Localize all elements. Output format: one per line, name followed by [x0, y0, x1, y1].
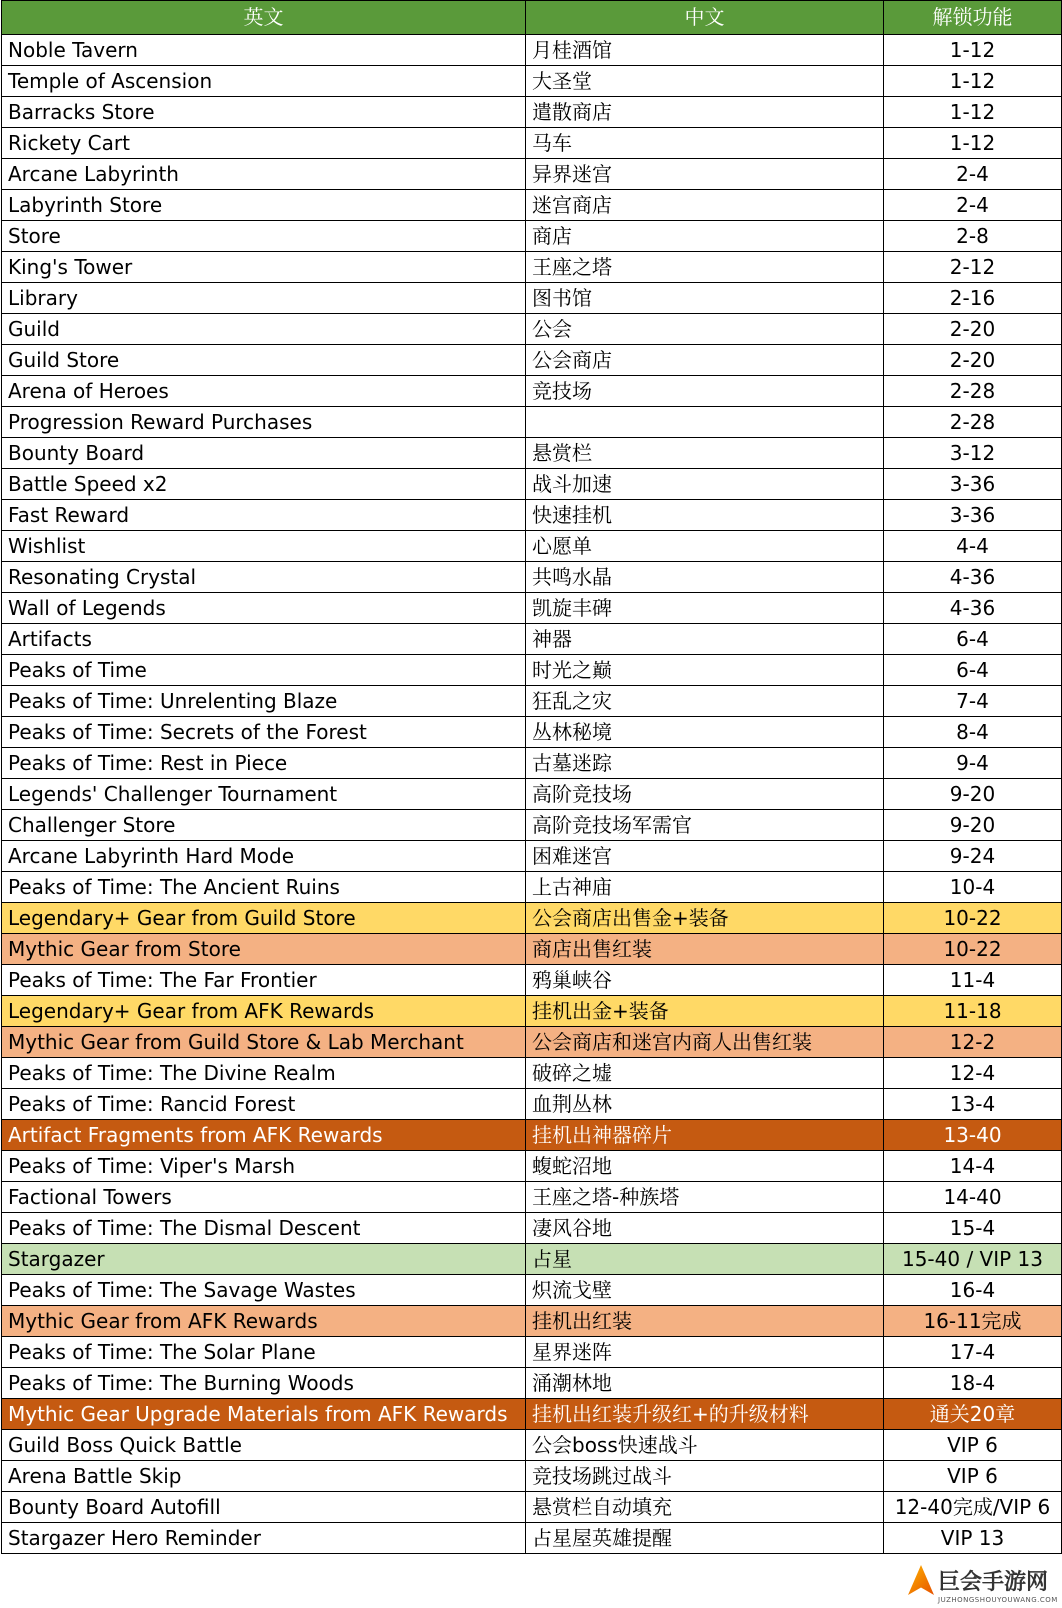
cell-unlock: 10-4 — [884, 872, 1062, 903]
table-row — [2, 624, 1062, 655]
cell-unlock: 9-20 — [884, 810, 1062, 841]
table-row — [2, 1399, 1062, 1430]
cell-english: Peaks of Time: The Divine Realm — [2, 1058, 526, 1089]
cell-unlock: 2-20 — [884, 314, 1062, 345]
cell-chinese: 时光之巅 — [526, 655, 884, 686]
watermark-text: 巨会手游网 — [938, 1569, 1049, 1595]
cell-chinese: 困难迷宫 — [526, 841, 884, 872]
cell-chinese: 竞技场跳过战斗 — [526, 1461, 884, 1492]
cell-chinese: 商店 — [526, 221, 884, 252]
table-row — [2, 1089, 1062, 1120]
cell-chinese: 共鸣水晶 — [526, 562, 884, 593]
cell-english: Rickety Cart — [2, 128, 526, 159]
cell-unlock: 2-12 — [884, 252, 1062, 283]
cell-chinese: 图书馆 — [526, 283, 884, 314]
cell-chinese: 公会boss快速战斗 — [526, 1430, 884, 1461]
table-row — [2, 903, 1062, 934]
table-row — [2, 1306, 1062, 1337]
cell-unlock: 6-4 — [884, 624, 1062, 655]
cell-chinese: 涌潮林地 — [526, 1368, 884, 1399]
cell-chinese: 鸦巢峡谷 — [526, 965, 884, 996]
cell-unlock: 10-22 — [884, 903, 1062, 934]
cell-chinese: 上古神庙 — [526, 872, 884, 903]
table-row — [2, 469, 1062, 500]
cell-chinese: 凯旋丰碑 — [526, 593, 884, 624]
cell-english: Wall of Legends — [2, 593, 526, 624]
cell-unlock: 13-4 — [884, 1089, 1062, 1120]
cell-unlock: 3-36 — [884, 469, 1062, 500]
cell-unlock: VIP 6 — [884, 1430, 1062, 1461]
cell-english: Arena Battle Skip — [2, 1461, 526, 1492]
cell-unlock: 2-8 — [884, 221, 1062, 252]
cell-unlock: 3-36 — [884, 500, 1062, 531]
cell-chinese: 公会商店 — [526, 345, 884, 376]
cell-chinese: 挂机出金+装备 — [526, 996, 884, 1027]
cell-unlock: 7-4 — [884, 686, 1062, 717]
table-row — [2, 159, 1062, 190]
cell-chinese: 挂机出红装 — [526, 1306, 884, 1337]
cell-chinese: 神器 — [526, 624, 884, 655]
cell-english: Fast Reward — [2, 500, 526, 531]
table-row — [2, 965, 1062, 996]
table-row — [2, 221, 1062, 252]
cell-english: Legendary+ Gear from AFK Rewards — [2, 996, 526, 1027]
cell-chinese: 凄风谷地 — [526, 1213, 884, 1244]
cell-chinese: 竞技场 — [526, 376, 884, 407]
cell-chinese: 马车 — [526, 128, 884, 159]
table-row — [2, 35, 1062, 66]
cell-chinese: 蝮蛇沼地 — [526, 1151, 884, 1182]
cell-chinese: 占星屋英雄提醒 — [526, 1523, 884, 1554]
cell-english: Labyrinth Store — [2, 190, 526, 221]
cell-chinese: 公会商店出售金+装备 — [526, 903, 884, 934]
cell-english: Peaks of Time: The Ancient Ruins — [2, 872, 526, 903]
cell-chinese: 快速挂机 — [526, 500, 884, 531]
table-row — [2, 748, 1062, 779]
table-row — [2, 717, 1062, 748]
cell-english: Artifacts — [2, 624, 526, 655]
cell-chinese: 星界迷阵 — [526, 1337, 884, 1368]
cell-unlock: 16-11完成 — [884, 1306, 1062, 1337]
table-row — [2, 1461, 1062, 1492]
cell-chinese: 悬赏栏自动填充 — [526, 1492, 884, 1523]
cell-english: Peaks of Time: The Burning Woods — [2, 1368, 526, 1399]
cell-english: Peaks of Time: The Solar Plane — [2, 1337, 526, 1368]
cell-english: Library — [2, 283, 526, 314]
cell-chinese: 炽流戈壁 — [526, 1275, 884, 1306]
cell-english: Peaks of Time: Secrets of the Forest — [2, 717, 526, 748]
cell-unlock: 17-4 — [884, 1337, 1062, 1368]
cell-unlock: 1-12 — [884, 97, 1062, 128]
cell-chinese: 商店出售红装 — [526, 934, 884, 965]
cell-english: Stargazer Hero Reminder — [2, 1523, 526, 1554]
cell-english: Temple of Ascension — [2, 66, 526, 97]
cell-english: Peaks of Time: The Dismal Descent — [2, 1213, 526, 1244]
cell-chinese: 公会 — [526, 314, 884, 345]
cell-unlock: 12-4 — [884, 1058, 1062, 1089]
cell-english: Peaks of Time: The Savage Wastes — [2, 1275, 526, 1306]
cell-english: Arcane Labyrinth Hard Mode — [2, 841, 526, 872]
table-row — [2, 1368, 1062, 1399]
cell-unlock: 4-36 — [884, 593, 1062, 624]
cell-unlock: 1-12 — [884, 128, 1062, 159]
cell-english: Barracks Store — [2, 97, 526, 128]
cell-chinese: 挂机出神器碎片 — [526, 1120, 884, 1151]
cell-english: Battle Speed x2 — [2, 469, 526, 500]
cell-unlock: 9-4 — [884, 748, 1062, 779]
table-row — [2, 562, 1062, 593]
table-row — [2, 934, 1062, 965]
table-row — [2, 1337, 1062, 1368]
cell-chinese: 悬赏栏 — [526, 438, 884, 469]
cell-chinese: 古墓迷踪 — [526, 748, 884, 779]
table-row — [2, 66, 1062, 97]
cell-chinese: 月桂酒馆 — [526, 35, 884, 66]
cell-unlock: 3-12 — [884, 438, 1062, 469]
cell-english: Guild — [2, 314, 526, 345]
cell-english: Legends' Challenger Tournament — [2, 779, 526, 810]
cell-chinese: 丛林秘境 — [526, 717, 884, 748]
table-row — [2, 1275, 1062, 1306]
cell-unlock: 16-4 — [884, 1275, 1062, 1306]
cell-english: Peaks of Time — [2, 655, 526, 686]
cell-chinese: 狂乱之灾 — [526, 686, 884, 717]
cell-chinese: 占星 — [526, 1244, 884, 1275]
header-unlock: 解锁功能 — [884, 1, 1062, 35]
cell-english: Arcane Labyrinth — [2, 159, 526, 190]
cell-chinese: 战斗加速 — [526, 469, 884, 500]
cell-unlock: VIP 13 — [884, 1523, 1062, 1554]
table-row — [2, 1492, 1062, 1523]
cell-chinese: 挂机出红装升级红+的升级材料 — [526, 1399, 884, 1430]
cell-english: Mythic Gear Upgrade Materials from AFK Rewards — [2, 1399, 526, 1430]
cell-unlock: 11-4 — [884, 965, 1062, 996]
table-row — [2, 779, 1062, 810]
table-row — [2, 500, 1062, 531]
cell-unlock: 8-4 — [884, 717, 1062, 748]
cell-unlock: 2-28 — [884, 376, 1062, 407]
table-row — [2, 996, 1062, 1027]
table-row — [2, 283, 1062, 314]
cell-english: Peaks of Time: The Far Frontier — [2, 965, 526, 996]
table-row — [2, 841, 1062, 872]
cell-english: Challenger Store — [2, 810, 526, 841]
cell-english: Mythic Gear from AFK Rewards — [2, 1306, 526, 1337]
cell-unlock: 1-12 — [884, 66, 1062, 97]
table-row — [2, 1213, 1062, 1244]
cell-chinese: 高阶竞技场军需官 — [526, 810, 884, 841]
cell-chinese: 破碎之墟 — [526, 1058, 884, 1089]
cell-english: Mythic Gear from Store — [2, 934, 526, 965]
cell-unlock: 14-4 — [884, 1151, 1062, 1182]
cell-english: Peaks of Time: Rancid Forest — [2, 1089, 526, 1120]
cell-english: Guild Boss Quick Battle — [2, 1430, 526, 1461]
cell-chinese: 王座之塔 — [526, 252, 884, 283]
cell-chinese: 公会商店和迷宫内商人出售红装 — [526, 1027, 884, 1058]
table-row — [2, 810, 1062, 841]
watermark-subtext: JUZHONGSHOUYOUWANG.COM — [938, 1596, 1058, 1604]
cell-unlock: 2-4 — [884, 190, 1062, 221]
cell-english: Peaks of Time: Unrelenting Blaze — [2, 686, 526, 717]
table-row — [2, 1244, 1062, 1275]
table-row — [2, 376, 1062, 407]
cell-english: Factional Towers — [2, 1182, 526, 1213]
table-row — [2, 655, 1062, 686]
cell-chinese: 迷宫商店 — [526, 190, 884, 221]
table-row — [2, 1120, 1062, 1151]
cell-english: Bounty Board — [2, 438, 526, 469]
table-row — [2, 872, 1062, 903]
cell-chinese — [526, 407, 884, 438]
header-english: 英文 — [2, 1, 526, 35]
cell-chinese: 异界迷宫 — [526, 159, 884, 190]
cell-unlock: 9-20 — [884, 779, 1062, 810]
cell-english: Arena of Heroes — [2, 376, 526, 407]
cell-unlock: 12-40完成/VIP 6 — [884, 1492, 1062, 1523]
cell-english: Resonating Crystal — [2, 562, 526, 593]
cell-unlock: 2-4 — [884, 159, 1062, 190]
table-row — [2, 1151, 1062, 1182]
site-watermark — [908, 1556, 1058, 1604]
cell-english: Progression Reward Purchases — [2, 407, 526, 438]
table-row — [2, 345, 1062, 376]
cell-unlock: 15-4 — [884, 1213, 1062, 1244]
cell-chinese: 王座之塔-种族塔 — [526, 1182, 884, 1213]
table-row — [2, 128, 1062, 159]
cell-english: Bounty Board Autofill — [2, 1492, 526, 1523]
cell-unlock: 15-40 / VIP 13 — [884, 1244, 1062, 1275]
table-row — [2, 1058, 1062, 1089]
table-row — [2, 252, 1062, 283]
table-row — [2, 314, 1062, 345]
cell-unlock: 4-4 — [884, 531, 1062, 562]
cell-unlock: 10-22 — [884, 934, 1062, 965]
table-row — [2, 190, 1062, 221]
cell-english: Guild Store — [2, 345, 526, 376]
table-row — [2, 1523, 1062, 1554]
cell-english: Stargazer — [2, 1244, 526, 1275]
table-row — [2, 438, 1062, 469]
cell-unlock: 通关20章 — [884, 1399, 1062, 1430]
cell-unlock: 12-2 — [884, 1027, 1062, 1058]
cell-unlock: 14-40 — [884, 1182, 1062, 1213]
cell-unlock: 9-24 — [884, 841, 1062, 872]
table-row — [2, 97, 1062, 128]
cell-unlock: 4-36 — [884, 562, 1062, 593]
cell-english: Noble Tavern — [2, 35, 526, 66]
cell-chinese: 遣散商店 — [526, 97, 884, 128]
cell-unlock: VIP 6 — [884, 1461, 1062, 1492]
cell-unlock: 2-16 — [884, 283, 1062, 314]
table-row — [2, 1430, 1062, 1461]
cell-chinese: 高阶竞技场 — [526, 779, 884, 810]
cell-english: Peaks of Time: Viper's Marsh — [2, 1151, 526, 1182]
table-row — [2, 686, 1062, 717]
table-row — [2, 593, 1062, 624]
cell-unlock: 11-18 — [884, 996, 1062, 1027]
cell-english: King's Tower — [2, 252, 526, 283]
cell-unlock: 13-40 — [884, 1120, 1062, 1151]
cell-unlock: 6-4 — [884, 655, 1062, 686]
cell-chinese: 心愿单 — [526, 531, 884, 562]
cell-unlock: 18-4 — [884, 1368, 1062, 1399]
table-row — [2, 1027, 1062, 1058]
cell-english: Wishlist — [2, 531, 526, 562]
table-row — [2, 407, 1062, 438]
cell-english: Peaks of Time: Rest in Piece — [2, 748, 526, 779]
cell-unlock: 1-12 — [884, 35, 1062, 66]
site-logo-icon — [908, 1565, 934, 1595]
cell-unlock: 2-28 — [884, 407, 1062, 438]
cell-english: Artifact Fragments from AFK Rewards — [2, 1120, 526, 1151]
header-row — [2, 1, 1062, 35]
table-row — [2, 531, 1062, 562]
cell-english: Store — [2, 221, 526, 252]
cell-english: Mythic Gear from Guild Store & Lab Merchant — [2, 1027, 526, 1058]
cell-english: Legendary+ Gear from Guild Store — [2, 903, 526, 934]
cell-unlock: 2-20 — [884, 345, 1062, 376]
header-chinese: 中文 — [526, 1, 884, 35]
cell-chinese: 大圣堂 — [526, 66, 884, 97]
cell-chinese: 血荆丛林 — [526, 1089, 884, 1120]
unlock-table — [1, 0, 1062, 1554]
table-row — [2, 1182, 1062, 1213]
